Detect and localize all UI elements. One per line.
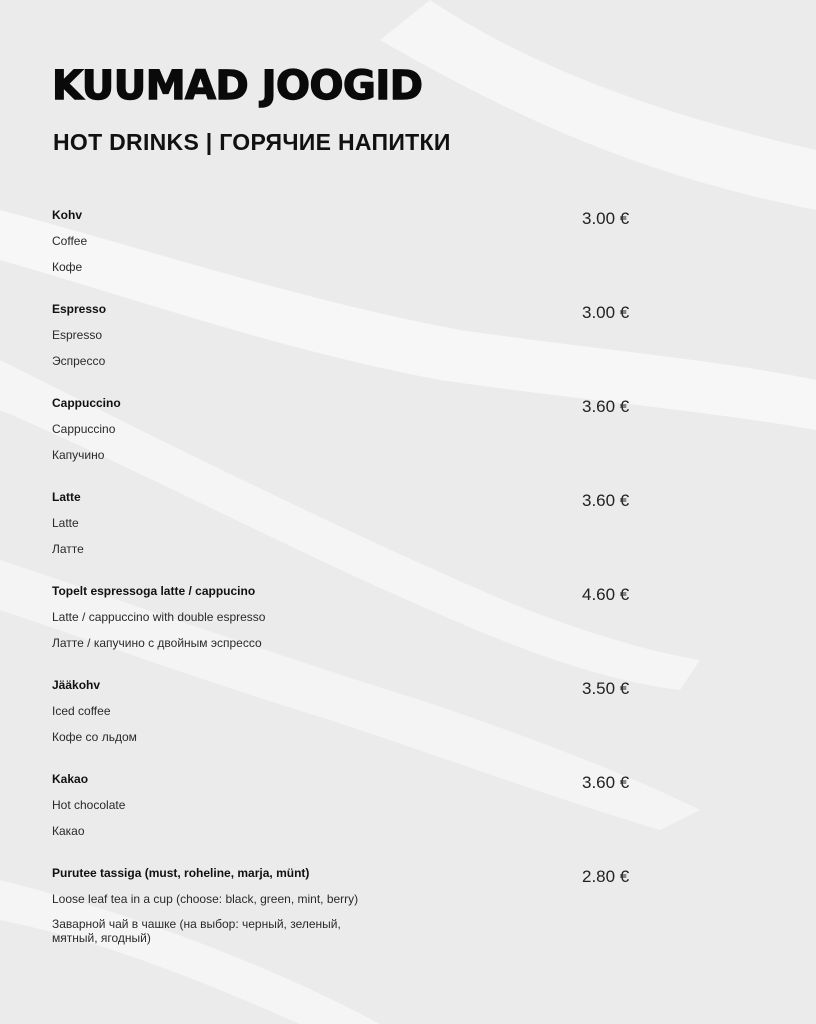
item-russian: Латте / капучино с двойным эспрессо (52, 636, 262, 650)
item-price: 3.00 € (582, 209, 630, 228)
item-name: Purutee tassiga (must, roheline, marja, münt) (52, 866, 310, 880)
item-russian: Заварной чай в чашке (на выбор: черный, зеленый, мятный, ягодный) (52, 917, 341, 945)
item-russian: Кофе со льдом (52, 730, 137, 744)
item-russian: Эспрессо (52, 354, 106, 368)
item-price: 3.00 € (582, 303, 630, 322)
menu-subtitle: HOT DRINKS | ГОРЯЧИЕ НАПИТКИ (53, 129, 451, 155)
item-russian: Капучино (52, 448, 105, 462)
item-english: Iced coffee (52, 704, 111, 718)
item-name: Cappuccino (52, 396, 121, 410)
menu-item (52, 677, 652, 769)
item-price: 3.50 € (582, 679, 630, 698)
menu-item (52, 583, 652, 675)
item-name: Espresso (52, 302, 107, 316)
item-english: Cappuccino (52, 422, 116, 436)
item-english: Coffee (52, 234, 88, 248)
menu-item (52, 301, 652, 393)
item-russian: Кофе (52, 260, 83, 274)
item-price: 2.80 € (582, 867, 630, 886)
item-price: 4.60 € (582, 585, 630, 604)
item-price: 3.60 € (582, 773, 630, 792)
item-price: 3.60 € (582, 491, 630, 510)
menu-item (52, 395, 652, 487)
item-price: 3.60 € (582, 397, 630, 416)
item-name: Topelt espressoga latte / cappucino (52, 584, 256, 598)
item-english: Espresso (52, 328, 103, 342)
menu-title: KUUMAD JOOGID (52, 63, 423, 109)
menu-items-list (52, 205, 652, 945)
menu-item (52, 865, 652, 945)
menu-item (52, 207, 652, 299)
item-english: Latte (52, 516, 79, 530)
item-russian: Латте (52, 542, 84, 556)
menu-item (52, 771, 652, 863)
item-name: Latte (52, 490, 81, 504)
item-english: Hot chocolate (52, 798, 126, 812)
item-russian: Какао (52, 824, 85, 838)
item-english: Loose leaf tea in a cup (choose: black, green, mint, berry) (52, 892, 359, 906)
item-name: Kakao (52, 772, 89, 786)
item-name: Kohv (52, 208, 82, 222)
item-english: Latte / cappuccino with double espresso (52, 610, 266, 624)
item-name: Jääkohv (52, 678, 101, 692)
menu-item (52, 489, 652, 581)
